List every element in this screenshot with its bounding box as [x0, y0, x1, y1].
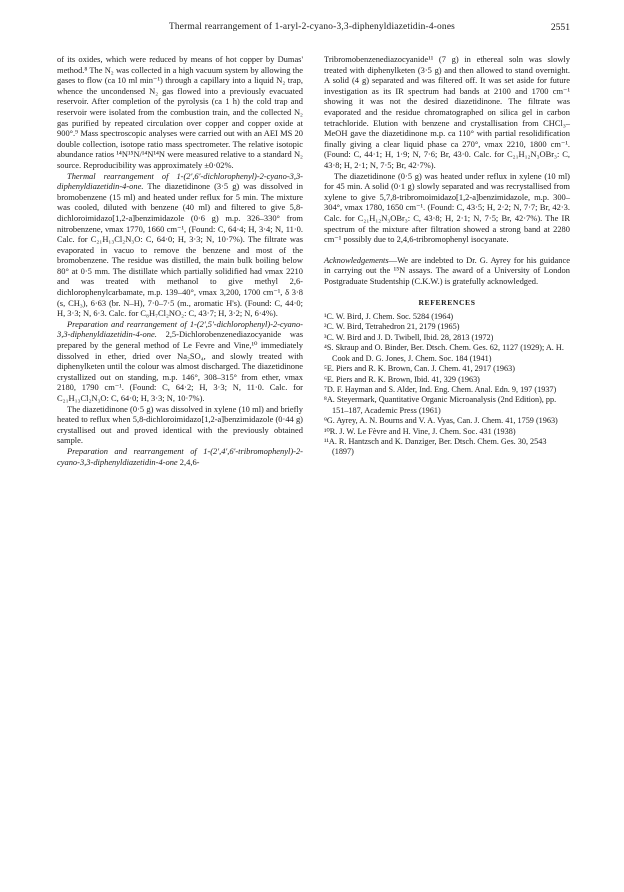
- body-paragraph: [57, 446, 303, 467]
- body-paragraph: of its oxides, which were reduced by means of hot copper by Dumas' method.⁸ The N₂ was collected in a high vacuum system by allowing the gases to flow (ca 10 ml min⁻¹) through a capillary into a liquid N₂ trap, whence the uncondensed N₂ gas flowed into a previously evacuated reservoir. After completion of the pyrolysis (ca 1 h) the cold trap and reservoir were isolated from the combustion train, and the collected N₂ gas purified by repeated circulation over copper and copper oxide at 900°.⁹ Mass spectroscopic analyses were carried out with an AEI MS 20 double collection, isotope ratio mass spectrometer. The relative isotopic abundance ratios ¹⁴N¹⁵N/¹⁴N¹⁴N were measured relative to a standard N₂ source. Reproducibility was approximately ±0·02%.: [57, 54, 303, 170]
- reference-item: ⁵E. Piers and R. K. Brown, Can. J. Chem. 41, 2917 (1963): [324, 364, 515, 374]
- acknowledgements-text: —We are indebted to Dr. G. Ayrey for his guidance in carrying out the ¹⁵N assays. The award of a University of London Postgraduate Studentship (C.K.W.) is gratefully acknowledged.: [324, 254, 570, 286]
- left-column: [57, 54, 303, 467]
- right-column: [324, 54, 570, 458]
- reference-item: ⁹G. Ayrey, A. N. Bourns and V. A. Vyas, Can. J. Chem. 41, 1759 (1963): [324, 416, 558, 426]
- paragraph-text: 2,4,6-: [177, 456, 200, 467]
- reference-item: ³C. W. Bird and J. D. Twibell, Ibid. 28, 2813 (1972): [324, 332, 494, 342]
- body-paragraph: The diazetidinone (0·5 g) was dissolved in xylene (10 ml) and briefly heated to reflux when 5,8-dichloroimidazo[1,2-a]benzimidazole (0·44 g) crystallised out and proved identical with the previously obtained sample.: [57, 403, 303, 446]
- reference-item: ⁴S. Skraup and O. Binder, Ber. Dtsch. Chem. Ges. 62, 1127 (1929); A. H. Cook and D. G. Jones, J. Chem. Soc. 184 (1941): [324, 343, 564, 363]
- reference-item: ²C. W. Bird, Tetrahedron 21, 2179 (1965): [324, 322, 460, 332]
- paragraph-text: 2,5-Dichlorobenzenediazocyanide was prepared by the general method of Le Fevre and Vine,¹⁰ immediately dissolved in ether, dried over Na₂SO₄, and slowly treated with diphenylketen until the colour was almost discharged. The diazetidinone crystallized out on standing, m.p. 146°, 308–315° from ether, νmax 2180, 1790 cm⁻¹. (Found: C, 64·2; H, 3·3; N, 11·0. Calc. for C₂₁H₁₃Cl₂N₃O: C, 64·0; H, 3·3; N, 10·7%).: [57, 329, 303, 403]
- reference-item: ¹C. W. Bird, J. Chem. Soc. 5284 (1964): [324, 312, 454, 322]
- body-paragraph: [57, 171, 303, 319]
- body-paragraph: The diazetidinone (0·5 g) was heated under reflux in xylene (10 ml) for 45 min. A solid (0·1 g) slowly separated and was recrystallised from xylene to give 5,7,8-tribromoimidazo[1,2-a]benzimidazole, m.p. 300–304°, νmax 1780, 1650 cm⁻¹. (Found: C, 43·5; H, 2·2; N, 7·7; Br, 42·3. Calc. for C₂₁H₁₂N₃OBr₃: C, 43·8; H, 2·1; N, 7·5; Br, 42·7%). The IR spectrum of the mixture after filtration showed a strong band at 2280 cm⁻¹ possibly due to 2,4,6-tribromophenyl isocyanate.: [324, 170, 570, 245]
- reference-item: ⁶E. Piers and R. K. Brown, Ibid. 41, 329 (1963): [324, 374, 480, 384]
- section-heading: Preparation and rearrangement of 1-(2',5'-dichlorophenyl)-2-cyano-3,3-diphenyldiazetidin-4-one.: [57, 318, 303, 340]
- references-title: REFERENCES: [418, 298, 476, 308]
- body-paragraph: [57, 319, 303, 404]
- reference-item: ¹¹A. R. Hantzsch and K. Danziger, Ber. Dtsch. Chem. Ges. 30, 2543 (1897): [324, 436, 547, 457]
- section-heading: Thermal rearrangement of 1-(2',6'-dichlorophenyl)-2-cyano-3,3-diphenyldiazetidin-4-one.: [57, 170, 303, 192]
- body-paragraph: Tribromobenzenediazocyanide¹¹ (7 g) in ethereal soln was slowly treated with diphenylketen (3·5 g) and then allowed to stand overnight. A solid (4 g) separated and was filtered off. It was set aside for future investigation as its IR spectrum had bands at 2100 and 1700 cm⁻¹ showing it was not the desired diazetidinone. The filtrate was evaporated and the residue chromatographed on silica gel in carbon tetrachloride. Elution with benzene and crystallisation from CHCl₃–MeOH gave the diazetidinone m.p. ca 110° with partial resolidification finally giving a clear liquid phase ca 270°, νmax 2210, 1800 cm⁻¹. (Found: C, 44·1; H, 1·9; N, 7·6; Br, 43·0. Calc. for C₂₁H₁₂N₃OBr₃: C, 43·8; H, 2·1; N, 7·5; Br, 42·7%).: [324, 54, 570, 170]
- paragraph-text: The diazetidinone (3·5 g) was dissolved in bromobenzene (15 ml) and heated under reflux for 5 min. The mixture was cooled, diluted with benzene (40 ml) and filtered to give 5,8-dichloroimidazo[1,2-a]benzimidazole (0·6 g) m.p. 326–330° from nitrobenzene, νmax 1770, 1660 cm⁻¹, (Found: C, 64·4; H, 3·4; N, 11·0. Calc. for C₂₁H₁₃Cl₂N₃O: C, 64·0; H, 3·3; N, 10·7%). The filtrate was evaporated in vacuo to remove the benzene and most of the bromobenzene. The residue was distilled, the main bulk boiling below 80° at 0·5 mm. The distillate which partially solidified had νmax 2210 and was treated with methanol to give methyl 2,6-dichlorophenylcarbamate, m.p. 139–40°, νmax 3,200, 1700 cm⁻¹, δ 3·8 (s, CH₃), 6·63 (br. N–H), 7·0–7·5 (m., aromatic H's). (Found: C, 44·0; H, 3·3; N, 6·3. Calc. for C₈H₇Cl₂NO₂: C, 43·7; H, 3·2; N, 6·4%).: [57, 181, 303, 319]
- reference-item: ⁷D. F. Hayman and S. Alder, Ind. Eng. Chem. Anal. Edn. 9, 197 (1937): [324, 384, 557, 394]
- page-header: [54, 22, 570, 36]
- page-number: 2551: [550, 22, 570, 33]
- reference-list: [324, 312, 570, 458]
- acknowledgements: [324, 255, 570, 287]
- section-heading: Preparation and rearrangement of 1-(2',4',6'-tribromophenyl)-2-cyano-3,3-diphenyldiazetidin-4-one: [57, 445, 303, 467]
- acknowledgements-heading: Acknowledgements: [324, 254, 389, 265]
- reference-item: ¹⁰R. J. W. Le Fèvre and H. Vine, J. Chem. Soc. 431 (1938): [324, 426, 516, 436]
- reference-item: ⁸A. Steyermark, Quantitative Organic Microanalysis (2nd Edition), pp. 151–187, Academic Press (1961): [324, 395, 557, 415]
- running-title: Thermal rearrangement of 1-aryl-2-cyano-3,3-diphenyldiazetidin-4-ones: [168, 22, 456, 32]
